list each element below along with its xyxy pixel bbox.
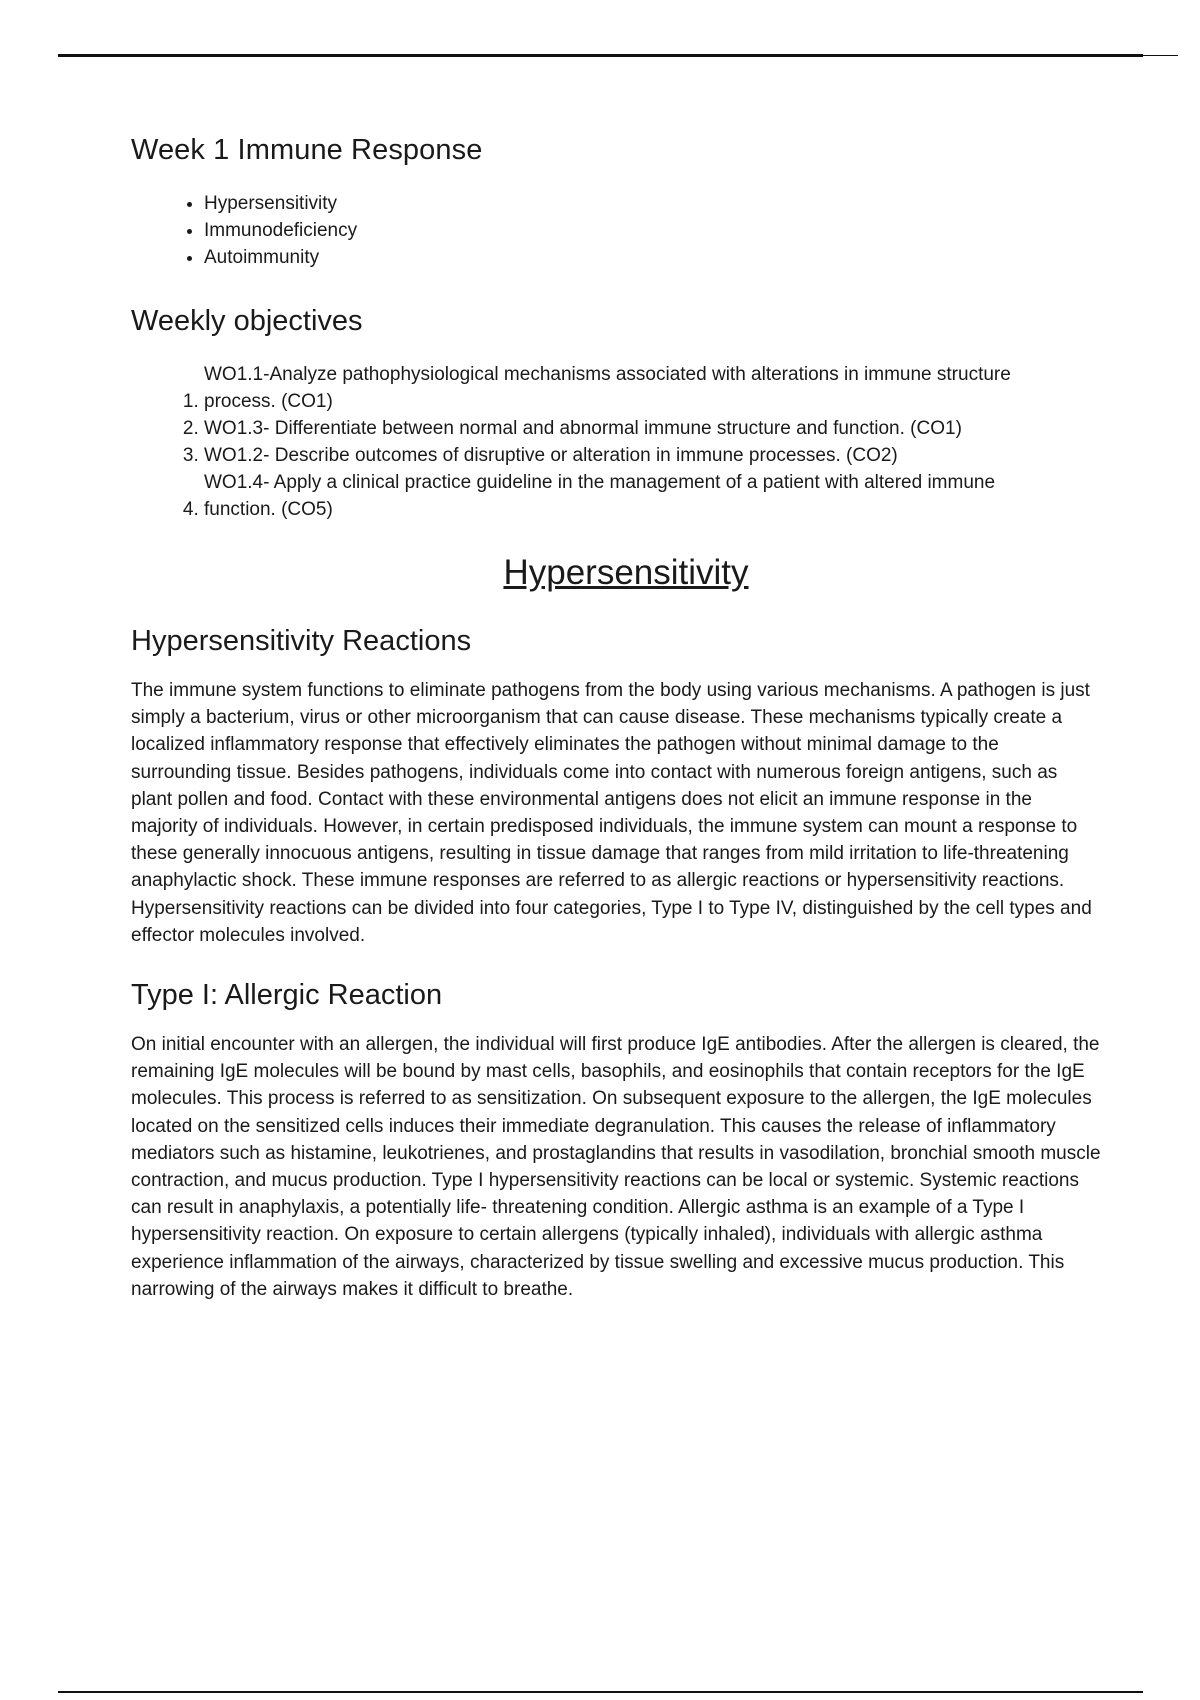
list-item: • Immunodeficiency [204,217,1101,244]
objective-text: WO1.2- Describe outcomes of disruptive or alteration in immune processes. (CO2) [204,445,898,466]
list-item [204,442,1101,469]
objective-text: WO1.1-Analyze pathophysiological mechanisms associated with alterations in immune structure process. (CO1) [204,364,1011,412]
page-title: Week 1 Immune Response [131,134,483,166]
list-item [204,361,1101,415]
document-page [131,130,1101,1303]
objectives-heading: Weekly objectives [131,305,363,337]
top-rule [58,54,1143,57]
objective-text: WO1.4- Apply a clinical practice guideline in the management of a patient with altered immune function. (CO5) [204,472,996,520]
list-item [204,415,1101,442]
bottom-rule [58,1691,1143,1693]
objective-text: WO1.3- Differentiate between normal and abnormal immune structure and function. (CO1) [204,418,962,439]
top-rule-tail [1143,55,1178,56]
hypersensitivity-title: Hypersensitivity [503,553,749,592]
list-item: • Hypersensitivity [204,190,1101,217]
reactions-heading: Hypersensitivity Reactions [131,625,472,657]
list-item: • Autoimmunity [204,244,1101,271]
topics-list [131,190,1101,271]
reactions-paragraph: The immune system functions to eliminate pathogens from the body using various mechanisms. A pathogen is just simply a bacterium, virus or other microorganism that can cause disease. These mechanisms typically create a localized inflammatory response that effectively eliminates the pathogen without minimal damage to the surrounding tissue. Besides pathogens, individuals come into contact with numerous foreign antigens, such as plant pollen and food. Contact with these environmental antigens does not elicit an immune response in the majority of individuals. However, in certain predisposed individuals, the immune system can mount a response to these generally innocuous antigens, resulting in tissue damage that ranges from mild irritation to life-threatening anaphylactic shock. These immune responses are referred to as allergic reactions or hypersensitivity reactions. Hypersensitivity reactions can be divided into four categories, Type I to Type IV, distinguished by the cell types and effector molecules involved. [131,680,1092,946]
type1-heading: Type I: Allergic Reaction [131,979,443,1012]
objectives-list [131,361,1101,523]
list-item [204,469,1101,523]
type1-paragraph: On initial encounter with an allergen, the individual will first produce IgE antibodies. After the allergen is cleared, the remaining IgE molecules will be bound by mast cells, basophils, and eosinophils that contain receptors for the IgE molecules. This process is referred to as sensitization. On subsequent exposure to the allergen, the IgE molecules located on the sensitized cells induces their immediate degranulation. This causes the release of inflammatory mediators such as histamine, leukotrienes, and prostaglandins that results in vasodilation, bronchial smooth muscle contraction, and mucus production. Type I hypersensitivity reactions can be local or systemic. Systemic reactions can result in anaphylaxis, a potentially life- threatening condition. Allergic asthma is an example of a Type I hypersensitivity reaction. On exposure to certain allergens (typically inhaled), individuals with allergic asthma experience inflammation of the airways, characterized by tissue swelling and excessive mucus production. This narrowing of the airways makes it difficult to breathe. [131,1034,1101,1300]
